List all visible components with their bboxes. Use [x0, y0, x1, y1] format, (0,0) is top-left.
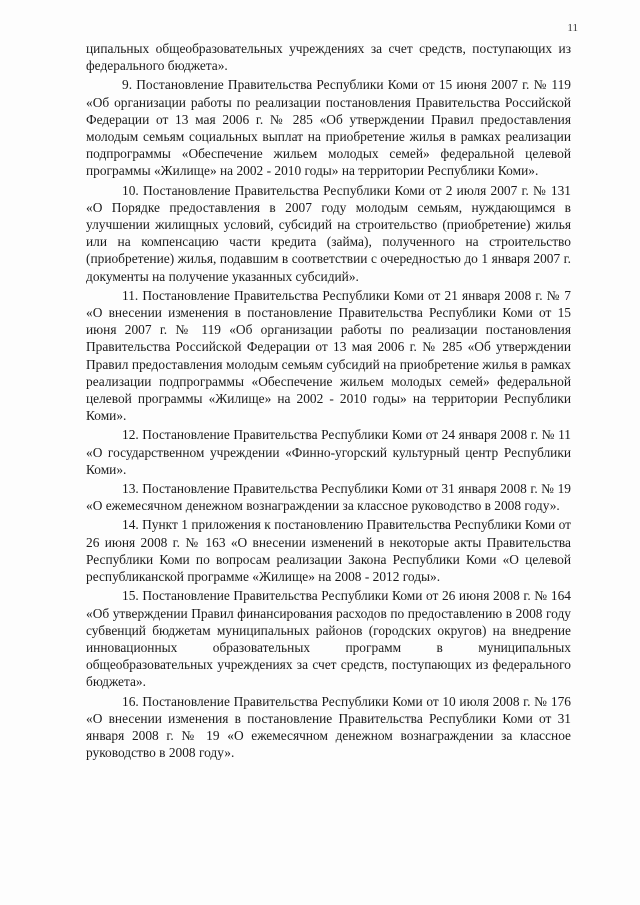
- paragraph-item-16: 16. Постановление Правительства Республики Коми от 10 июля 2008 г. № 176 «О внесении изменения в постановление Правительства Республики Коми от 31 января 2008 г. № 19 «О ежемесячном денежном вознаграждении за классное руководство в 2008 году».: [86, 693, 571, 761]
- paragraph-item-13: 13. Постановление Правительства Республики Коми от 31 января 2008 г. № 19 «О ежемесячном денежном вознаграждении за классное руководство в 2008 году».: [86, 481, 571, 514]
- paragraph-item-12: 12. Постановление Правительства Республики Коми от 24 января 2008 г. № 11 «О государственном учреждении «Финно-угорский культурный центр Республики Коми».: [86, 427, 571, 477]
- paragraph-item-15: 15. Постановление Правительства Республики Коми от 26 июня 2008 г. № 164 «Об утверждении Правил финансирования расходов по предоставлению в 2008 году субвенций бюджетам муниципальных районов (городских округов) на внедрение инновационных образовательных программ в муниципальных общеобразовательных учреждениях за счет средств, поступающих из федерального бюджета».: [86, 588, 571, 690]
- paragraph-item-10: 10. Постановление Правительства Республики Коми от 2 июля 2007 г. № 131 «О Порядке предоставления в 2007 году молодым семьям, нуждающимся в улучшении жилищных условий, субсидий на строительство (приобретение) жилья или на компенсацию части кредита (займа), полученного на строительство (приобретение) жилья, подавшим в соответствии с очередностью до 1 января 2007 г. документы на получение указанных субсидий».: [86, 182, 571, 284]
- paragraph-item-11: 11. Постановление Правительства Республики Коми от 21 января 2008 г. № 7 «О внесении изменения в постановление Правительства Республики Коми от 15 июня 2007 г. № 119 «Об организации работы по реализации постановления Правительства Российской Федерации от 13 мая 2006 г. № 285 «Об утверждении Правил предоставления молодым семьям субсидий на приобретение жилья в рамках реализации подпрограммы «Обеспечение жильем молодых семей» федеральной целевой программы «Жилище» на 2002 - 2010 годы» на территории Республики Коми».: [86, 287, 571, 424]
- page-number: 11: [567, 22, 578, 34]
- paragraph-item-9: 9. Постановление Правительства Республики Коми от 15 июня 2007 г. № 119 «Об организации работы по реализации постановления Правительства Российской Федерации от 13 мая 2006 г. № 285 «Об утверждении Правил предоставления молодым семьям социальных выплат на приобретение жилья в рамках реализации подпрограммы «Обеспечение жильем молодых семей» федеральной целевой программы «Жилище» на 2002 - 2010 годы» на территории Республики Коми».: [86, 77, 571, 179]
- document-body: [86, 40, 571, 761]
- paragraph-continuation: ципальных общеобразовательных учреждениях за счет средств, поступающих из федерального бюджета».: [86, 41, 571, 74]
- paragraph-item-14: 14. Пункт 1 приложения к постановлению Правительства Республики Коми от 26 июня 2008 г. № 163 «О внесении изменений в некоторые акты Правительства Республики Коми по вопросам реализации Закона Республики Коми «О целевой республиканской программе «Жилище» на 2008 - 2012 годы».: [86, 517, 571, 585]
